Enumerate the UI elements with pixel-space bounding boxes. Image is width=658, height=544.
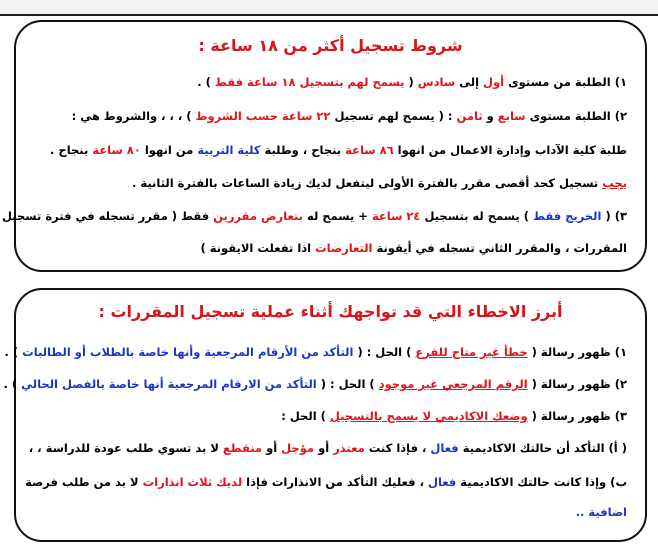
text-red: لديك ثلاث انذارات [142,475,243,489]
text: ٣) ( [601,209,627,223]
condition-line-4 [30,175,627,191]
condition-line-5 [2,208,627,224]
condition-line-1 [30,74,627,90]
text: ١) الطلبة من مستوى [504,75,627,89]
text: ١) ظهور رسالة ( [527,345,627,359]
text-red: ٢٢ ساعة حسب الشروط [195,109,331,123]
error-line-3 [30,408,627,424]
text-red: ٨٦ ساعة [345,143,394,157]
text: ( [404,75,418,89]
text: ، فعليك التأكد من الانذارات فإذا [242,475,428,489]
text-blue: التأكد من الارقام المرجعية أنها خاصة بالفصل الحالي [21,377,317,391]
text-red: ثامن [456,109,483,123]
text-red: منقطع [222,441,263,455]
text: تسجيل كحد أقصى مقرر بالفترة الأولى ليتفعل لديك زيادة الساعات بالفترة الثانية . [132,176,603,190]
text: بنجاح ، وطلبة [260,143,346,157]
conditions-title: شروط تسجيل أكثر من ١٨ ساعة : [198,36,463,55]
condition-line-6 [30,240,627,256]
text: : ( يسمح لهم تسجيل [330,109,457,123]
text-blue: الخريج فقط [533,209,602,223]
error-line-6 [30,504,627,520]
text: ) . [197,75,215,89]
text: ٢) ظهور رسالة ( [527,377,627,391]
text: ) ، ، ، والشروط هي : [71,109,196,123]
text: ٣) ظهور رسالة ( [527,409,627,423]
text: المقررات ، والمقرر الثاني تسجله في أيقونة [372,241,627,255]
text: ) الحل : ( [316,377,379,391]
text-red: معتذر [333,441,365,455]
text: أو [262,441,282,455]
text-blue: كلية التربية [197,143,261,157]
text: إلى [455,75,484,89]
text: طلبة كلية الآداب وإدارة الاعمال من انهوا [393,143,627,157]
text-red: يسمح لهم بتسجيل ١٨ ساعة فقط [214,75,405,89]
text: لا بد من طلب فرصة [25,475,143,489]
error-line-1 [4,344,627,360]
text: بنجاح . [50,143,93,157]
text: ) . [4,345,23,359]
text-red: ٨٠ ساعة [92,143,141,157]
text: من انهوا [140,143,198,157]
text: + يسمح له [302,209,372,223]
error-line-5 [25,474,627,490]
text-red: مؤجل [281,441,315,455]
text-blue: التأكد من الأرقام المرجعية وأنها خاصة بالطلاب أو الطالبات [22,345,354,359]
text: ب) وإذا كانت حالتك الاكاديمية [456,475,627,489]
condition-line-2 [30,108,627,124]
text-red: التعارضات [315,241,373,255]
common-errors-box [3,288,647,542]
registration-conditions-box [2,20,647,272]
text-red-underlined: خطأ غير متاح للفرع [415,345,528,359]
text: أو [314,441,334,455]
text: ) . [3,377,22,391]
text-red: سابع [497,109,526,123]
text: لا بد تسوي طلب عودة للدراسة ، ، [28,441,223,455]
text-red-underlined: الرقم المرجعي غير موجود [378,377,528,391]
text: ) الحل : [281,409,330,423]
text: اذا تفعلت الايقونة ) [200,241,316,255]
text-blue: فعال [427,475,457,489]
text-red: سادس [417,75,456,89]
text-blue: اضافية .. [575,505,627,519]
text-red: ٢٤ ساعة [371,209,421,223]
error-line-4 [30,440,627,456]
error-line-2 [3,376,627,392]
errors-title: أبرز الاخطاء التي قد تواجهك أثناء عملية تسجيل المقررات : [98,302,563,321]
text-red-underlined: وضعك الاكاديمي لا يسمح بالتسجيل [329,409,528,423]
text: ) يسمح له بتسجيل [420,209,533,223]
text-red: بتعارض مقررين [213,209,303,223]
text-red: أول [483,75,505,89]
top-border-strip [0,0,658,16]
text: فقط ( مقرر تسجله في فترة تسجيل [2,209,214,223]
text: ( أ) التأكد أن حالتك الاكاديمية [458,441,627,455]
text: ٢) الطلبة مستوى [525,109,627,123]
text-blue: فعال [430,441,459,455]
condition-line-3 [30,142,627,158]
text: و [482,109,498,123]
text-red-underlined: يجب [602,176,627,190]
text: ) الحل : ( [353,345,416,359]
text: ، فإذا كنت [364,441,431,455]
